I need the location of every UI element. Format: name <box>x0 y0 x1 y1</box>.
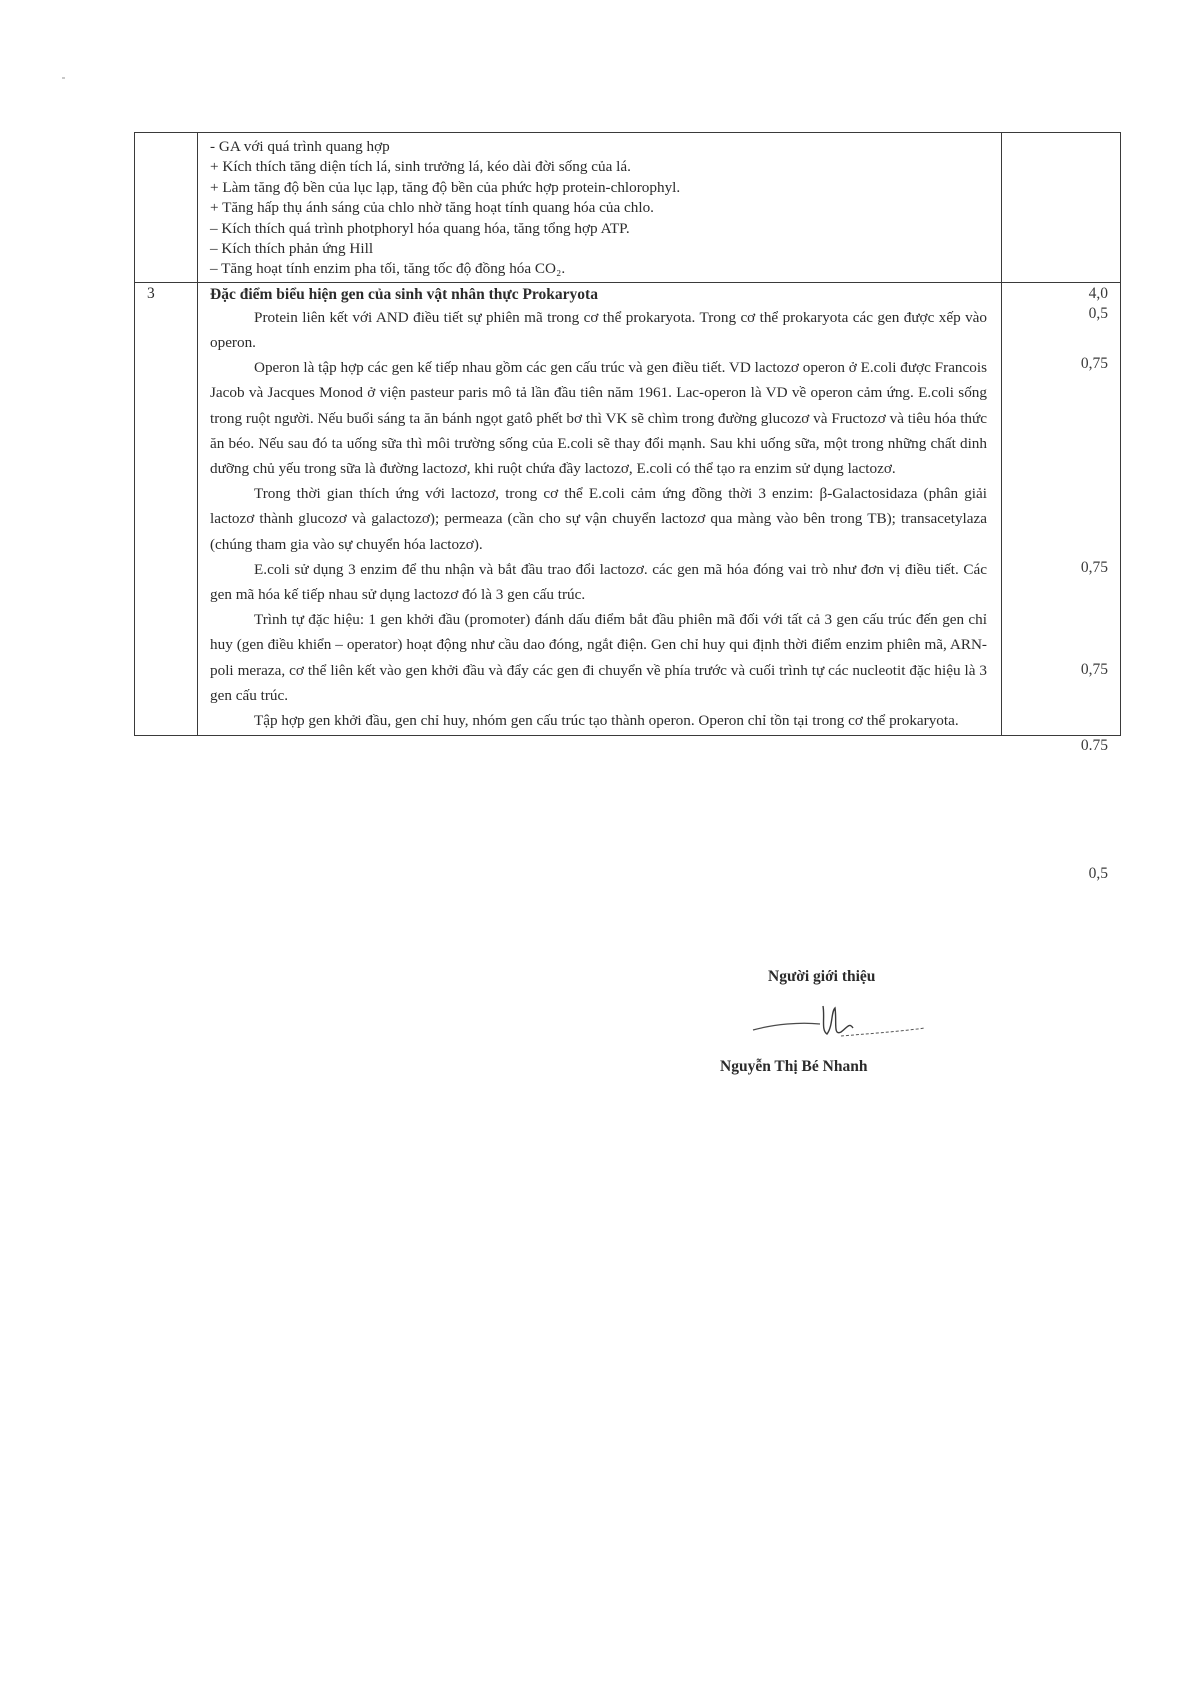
total-score: 4,0 <box>1088 284 1108 302</box>
answer-paragraph: E.coli sử dụng 3 enzim để thu nhận và bắt đầu trao đổi lactozơ. các gen mã hóa đóng vai trò như đơn vị điều tiết. Các gen mã hóa kế tiếp nhau sử dụng lactozơ đó là 3 gen cấu trúc. <box>210 560 987 604</box>
handwritten-signature <box>745 988 945 1058</box>
scan-speck <box>62 77 65 79</box>
signature-title: Người giới thiệu <box>768 968 876 985</box>
paragraph-score: 0,75 <box>1080 558 1108 576</box>
continuation-line: – Kích thích quá trình photphoryl hóa quang hóa, tăng tổng hợp ATP. <box>210 219 630 237</box>
answer-paragraph: Tập hợp gen khởi đầu, gen chỉ huy, nhóm gen cấu trúc tạo thành operon. Operon chỉ tồn tại trong cơ thể prokaryota. <box>254 712 959 730</box>
continuation-line: – Tăng hoạt tính enzim pha tối, tăng tốc độ đồng hóa CO₂. <box>210 260 566 278</box>
paragraph-score: 0,75 <box>1080 354 1108 372</box>
continuation-line: + Kích thích tăng diện tích lá, sinh trưởng lá, kéo dài đời sống của lá. <box>210 158 631 176</box>
continuation-score-cell <box>1002 133 1121 283</box>
continuation-line: + Tăng hấp thụ ánh sáng của chlo nhờ tăng hoạt tính quang hóa của chlo. <box>210 199 654 217</box>
continuation-line: – Kích thích phản ứng Hill <box>210 240 374 258</box>
score-column <box>1002 282 1121 882</box>
continuation-line: - GA với quá trình quang hợp <box>210 138 390 155</box>
continuation-number-cell <box>135 133 198 283</box>
question-number: 3 <box>135 282 198 735</box>
continuation-cell <box>198 133 1002 283</box>
paragraph-score: 0,5 <box>1088 864 1108 882</box>
paragraph-score: 0,5 <box>1088 304 1108 322</box>
answer-table <box>134 132 1121 882</box>
paragraph-score: 0,75 <box>1080 660 1108 678</box>
answer-paragraph: Operon là tập hợp các gen kế tiếp nhau gồm các gen cấu trúc và gen điều tiết. VD lactozơ operon ở E.coli được Francois Jacob và Jacques Monod ở viện pasteur paris mô tả lần đầu tiên năm 1961. Lac-operon là VD về operon cảm ứng. E.coli sống trong ruột người. Nếu buổi sáng ta ăn bánh ngọt gatô phết bơ thì VK sẽ chìm trong đường glucozơ và Fructozơ và tiêu hóa thức ăn béo. Nếu sau đó ta uống sữa thì môi trường sống của E.coli sẽ thay đổi mạnh. Sau khi uống sữa, một trong những chất dinh dưỡng chủ yếu trong sữa là đường lactozơ, khi ruột chứa đầy lactozơ, E.coli có thể tạo ra enzim sử dụng lactozơ. <box>210 359 987 478</box>
question-body <box>198 282 1002 735</box>
answer-paragraph: Trình tự đặc hiệu: 1 gen khởi đầu (promoter) đánh dấu điểm bắt đầu phiên mã đối với tất cả 3 gen cấu trúc đến gen chỉ huy (gen điều khiển – operator) hoạt động như cầu dao đóng, ngắt điện. Gen chỉ huy qui định thời điểm enzim phiên mã, ARN-poli meraza, cơ thể liên kết vào gen khởi đầu và đẩy các gen đi chuyển về phía trước và cuối trình tự các nucleotit đặc hiệu là 3 gen cấu trúc. <box>210 611 987 704</box>
answer-paragraph: Trong thời gian thích ứng với lactozơ, trong cơ thể E.coli cảm ứng đồng thời 3 enzim: β-Galactosidaza (phân giải lactozơ thành glucozơ và galactozơ); permeaza (cần cho sự vận chuyển lactozơ qua màng vào bên trong TB); transacetylaza (chúng tham gia vào sự chuyển hóa lactozơ). <box>210 485 987 553</box>
paragraph-score: 0.75 <box>1080 736 1108 754</box>
question-row <box>135 282 1121 735</box>
answer-paragraph: Protein liên kết với AND điều tiết sự phiên mã trong cơ thể prokaryota. Trong cơ thể prokaryota các gen được xếp vào operon. <box>210 308 987 352</box>
continuation-line: + Làm tăng độ bền của lục lạp, tăng độ bền của phức hợp protein-chlorophyl. <box>210 178 681 196</box>
question-heading: Đặc điểm biểu hiện gen của sinh vật nhân thực Prokaryota <box>210 285 598 303</box>
signer-name: Nguyễn Thị Bé Nhanh <box>720 1058 868 1075</box>
continuation-row <box>135 133 1121 283</box>
